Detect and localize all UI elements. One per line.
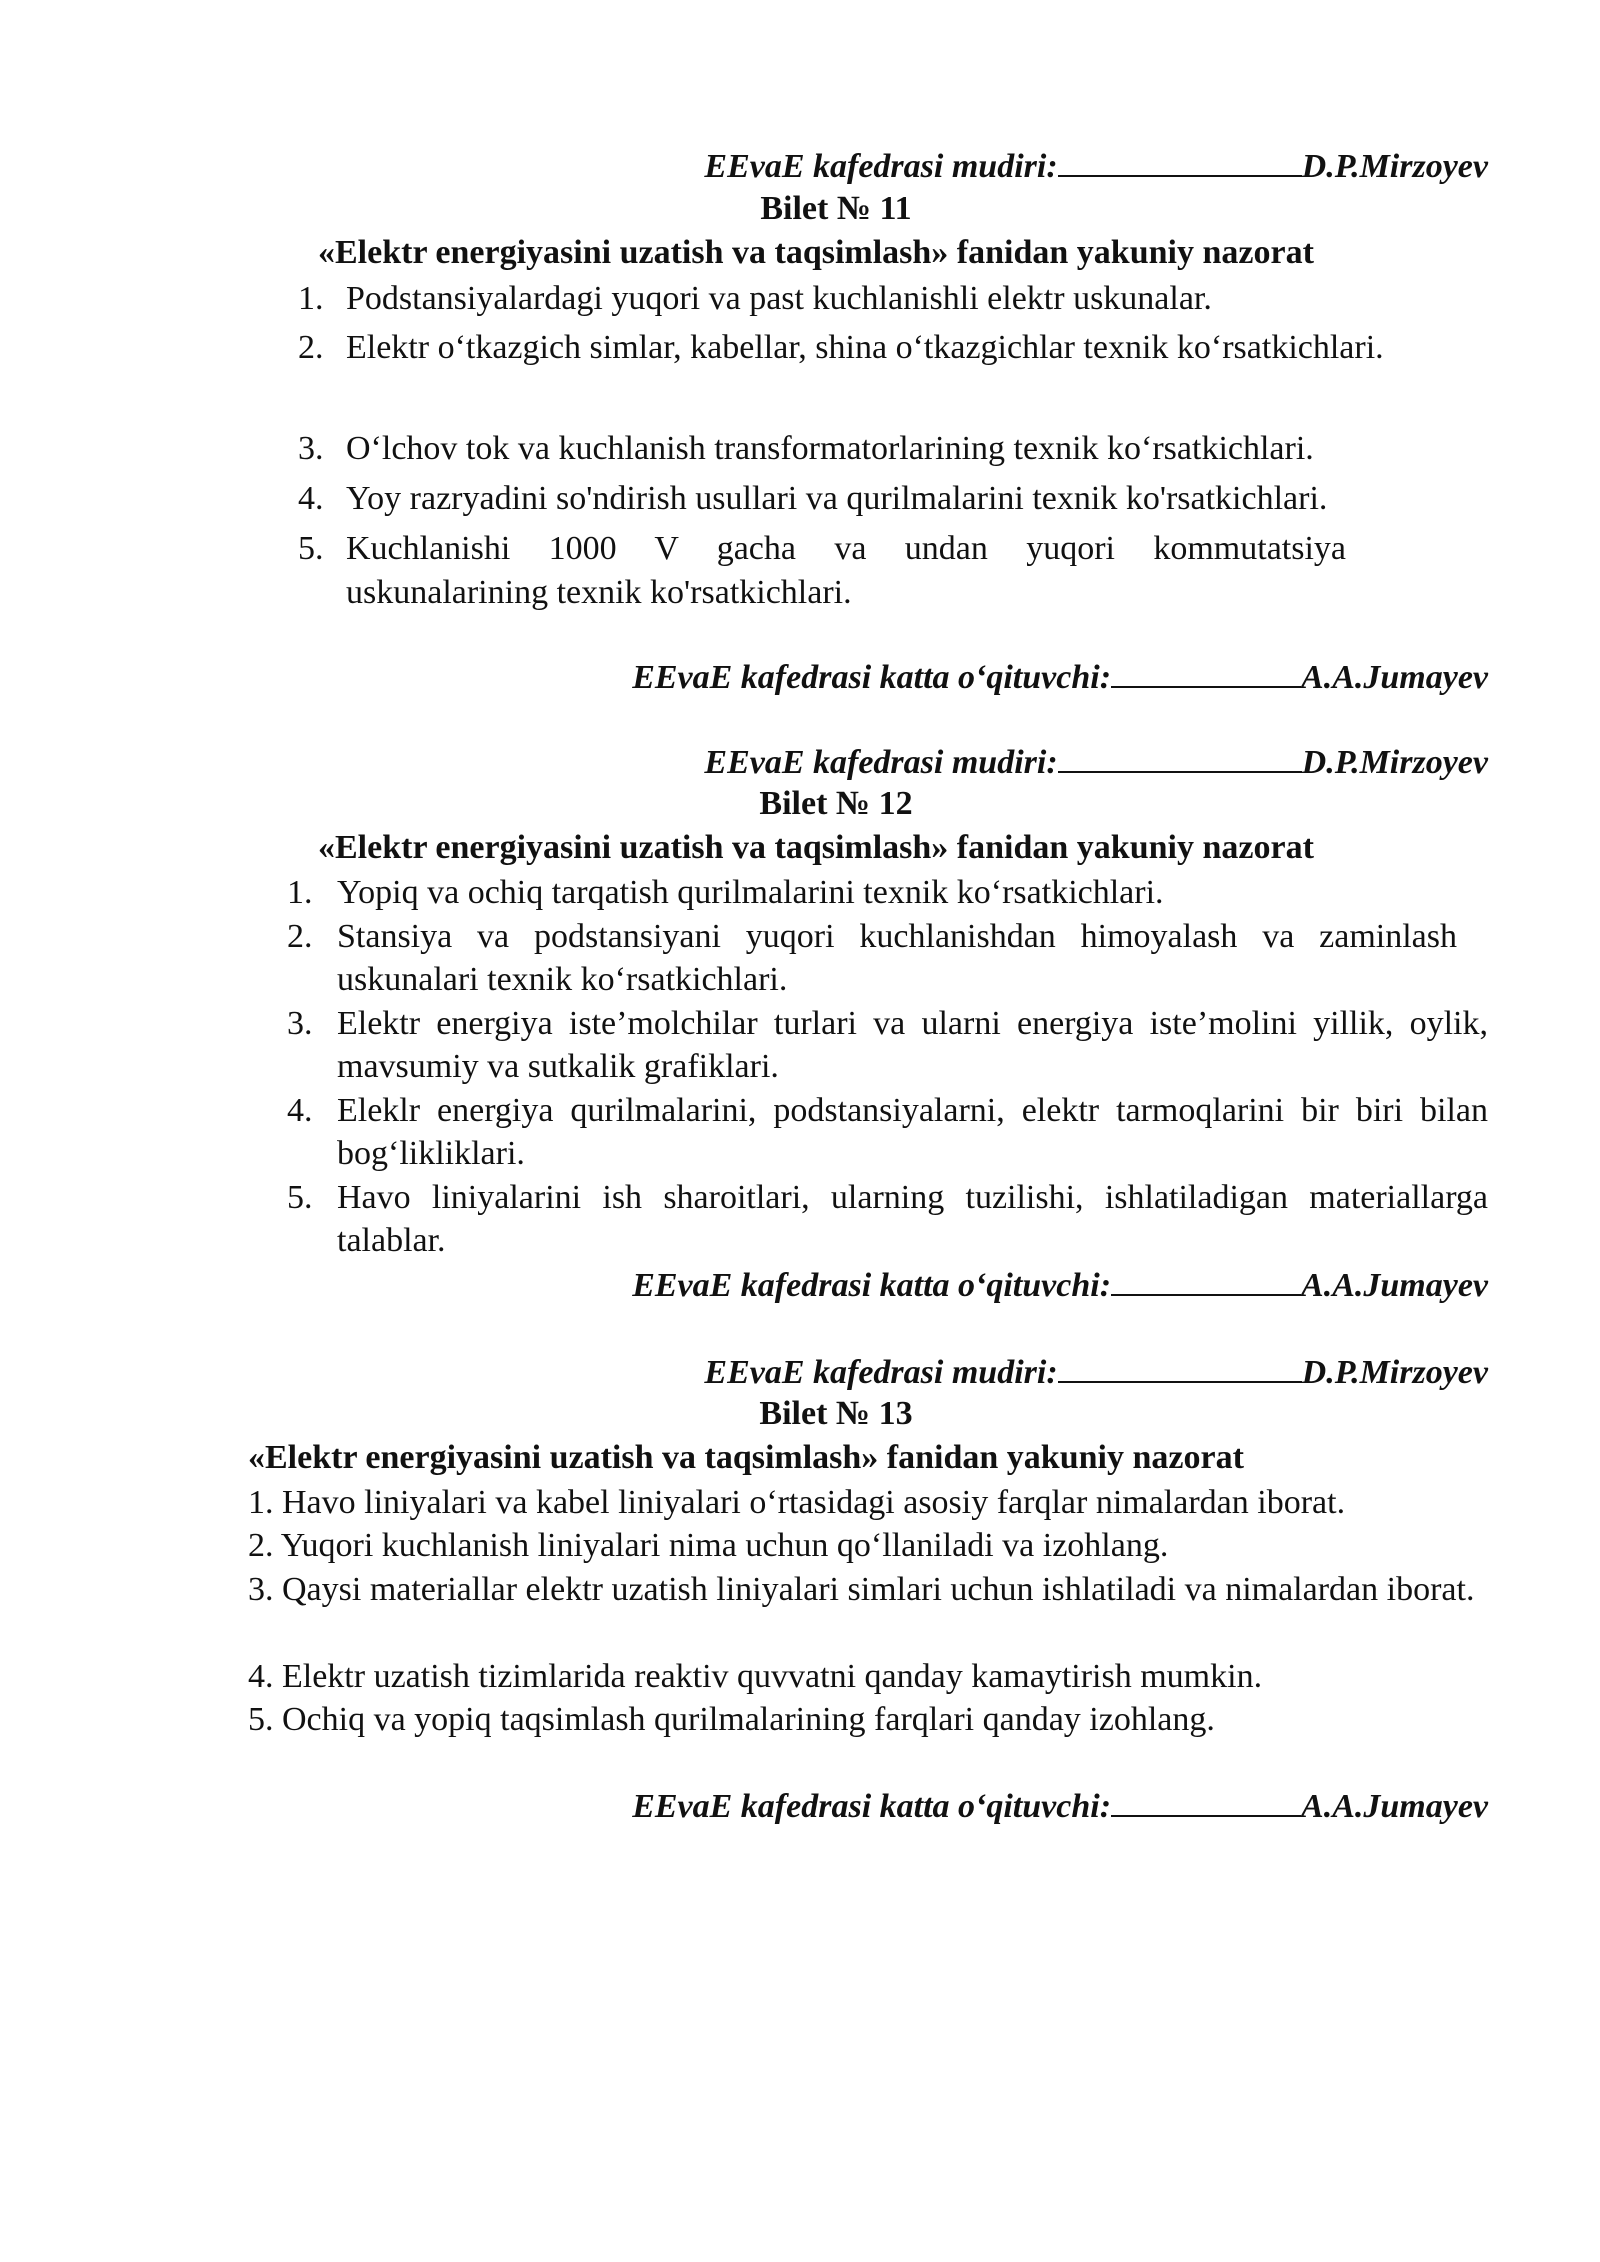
mudir-signature-line [704,741,1488,783]
item-number: 4. [248,1658,274,1695]
signature-blank [1111,1264,1301,1296]
mudir-signature-line [704,1351,1488,1393]
item-number: 5. [248,1701,274,1738]
mudir-label: EEvaE kafedrasi mudiri: [704,1354,1058,1391]
ticket-heading: Bilet № 13 [759,1395,913,1432]
list-item [248,1568,1488,1611]
katta-signature-line [632,656,1488,698]
item-number: 2. [248,1527,274,1564]
course-title: «Elektr energiyasini uzatish va taqsimlash» fanidan yakuniy nazorat [318,234,1314,271]
item-number: 3. [287,1005,313,1042]
mudir-label: EEvaE kafedrasi mudiri: [704,744,1058,781]
course-title: «Elektr energiyasini uzatish va taqsimlash» fanidan yakuniy nazorat [318,829,1314,866]
list-item [248,1524,1488,1567]
ticket-heading: Bilet № 12 [759,785,913,822]
list-item [248,1481,1488,1524]
signature-blank [1058,741,1302,773]
item-text: Yoy razryadini so'ndirish usullari va qurilmalarini texnik ko'rsatkichlari. [346,480,1328,517]
signature-blank [1111,1785,1301,1817]
signature-blank [1058,1351,1302,1383]
item-text: Ochiq va yopiq taqsimlash qurilmalarining farqlari qanday izohlang. [282,1701,1215,1738]
signature-blank [1058,145,1302,177]
item-text: Kuchlanishi 1000 V gacha va undan yuqori kommutatsiya uskunalarining texnik ko'rsatkichlari. [346,530,1346,611]
katta-label: EEvaE kafedrasi katta o‘qituvchi: [632,659,1112,696]
katta-signature-line [632,1785,1488,1827]
item-number: 1. [287,874,313,911]
list-item [248,1655,1488,1698]
course-title: «Elektr energiyasini uzatish va taqsimlash» fanidan yakuniy nazorat [248,1439,1244,1476]
item-text: O‘lchov tok va kuchlanish transformatorlarining texnik ko‘rsatkichlari. [346,430,1314,467]
item-number: 3. [248,1571,274,1608]
item-text: Elektr uzatish tizimlarida reaktiv quvvatni qanday kamaytirish mumkin. [282,1658,1263,1695]
katta-label: EEvaE kafedrasi katta o‘qituvchi: [632,1788,1112,1825]
item-number: 3. [298,430,324,467]
list-item [287,1176,1488,1262]
item-text: Elektr energiya iste’molchilar turlari va ularni energiya iste’molini yillik, oylik, mavsumiy va sutkalik grafiklari. [337,1005,1488,1085]
item-text: Havo liniyalarini ish sharoitlari, ularning tuzilishi, ishlatiladigan materiallarga talablar. [337,1179,1488,1259]
list-item [298,527,1488,615]
katta-label: EEvaE kafedrasi katta o‘qituvchi: [632,1267,1112,1304]
item-number: 4. [298,480,324,517]
mudir-signature-line [704,145,1488,187]
mudir-name: D.P.Mirzoyev [1301,1354,1488,1391]
item-number: 5. [298,530,324,567]
item-number: 2. [298,329,324,366]
item-text: Havo liniyalari va kabel liniyalari o‘rtasidagi asosiy farqlar nimalardan iborat. [282,1484,1346,1521]
mudir-name: D.P.Mirzoyev [1301,744,1488,781]
item-number: 2. [287,918,313,955]
mudir-name: D.P.Mirzoyev [1301,148,1488,185]
list-item [287,1089,1488,1175]
ticket-heading: Bilet № 11 [760,190,912,227]
list-item [298,326,1488,370]
item-text: Stansiya va podstansiyani yuqori kuchlanishdan himoyalash va zaminlash uskunalari texnik ko‘rsatkichlari. [337,918,1457,998]
item-number: 4. [287,1092,313,1129]
katta-name: A.A.Jumayev [1301,1267,1488,1304]
item-number: 5. [287,1179,313,1216]
list-item [287,915,1488,1001]
mudir-label: EEvaE kafedrasi mudiri: [704,148,1058,185]
list-item [248,1698,1488,1741]
list-item [298,427,1488,471]
list-item [298,277,1488,321]
item-text: Eleklr energiya qurilmalarini, podstansiyalarni, elektr tarmoqlarini bir biri bilan bog‘likliklari. [337,1092,1488,1172]
signature-blank [1111,656,1301,688]
item-number: 1. [298,280,324,317]
list-item [287,1002,1488,1088]
katta-signature-line [632,1264,1488,1306]
item-text: Elektr o‘tkazgich simlar, kabellar, shina o‘tkazgichlar texnik ko‘rsatkichlari. [346,329,1384,366]
item-number: 1. [248,1484,274,1521]
item-text: Yuqori kuchlanish liniyalari nima uchun qo‘llaniladi va izohlang. [280,1527,1169,1564]
katta-name: A.A.Jumayev [1301,659,1488,696]
list-item [287,871,1488,914]
item-text: Podstansiyalardagi yuqori va past kuchlanishli elektr uskunalar. [346,280,1212,317]
list-item [298,477,1488,521]
item-text: Qaysi materiallar elektr uzatish liniyalari simlari uchun ishlatiladi va nimalardan iborat. [282,1571,1475,1608]
katta-name: A.A.Jumayev [1301,1788,1488,1825]
item-text: Yopiq va ochiq tarqatish qurilmalarini texnik ko‘rsatkichlari. [337,874,1164,911]
